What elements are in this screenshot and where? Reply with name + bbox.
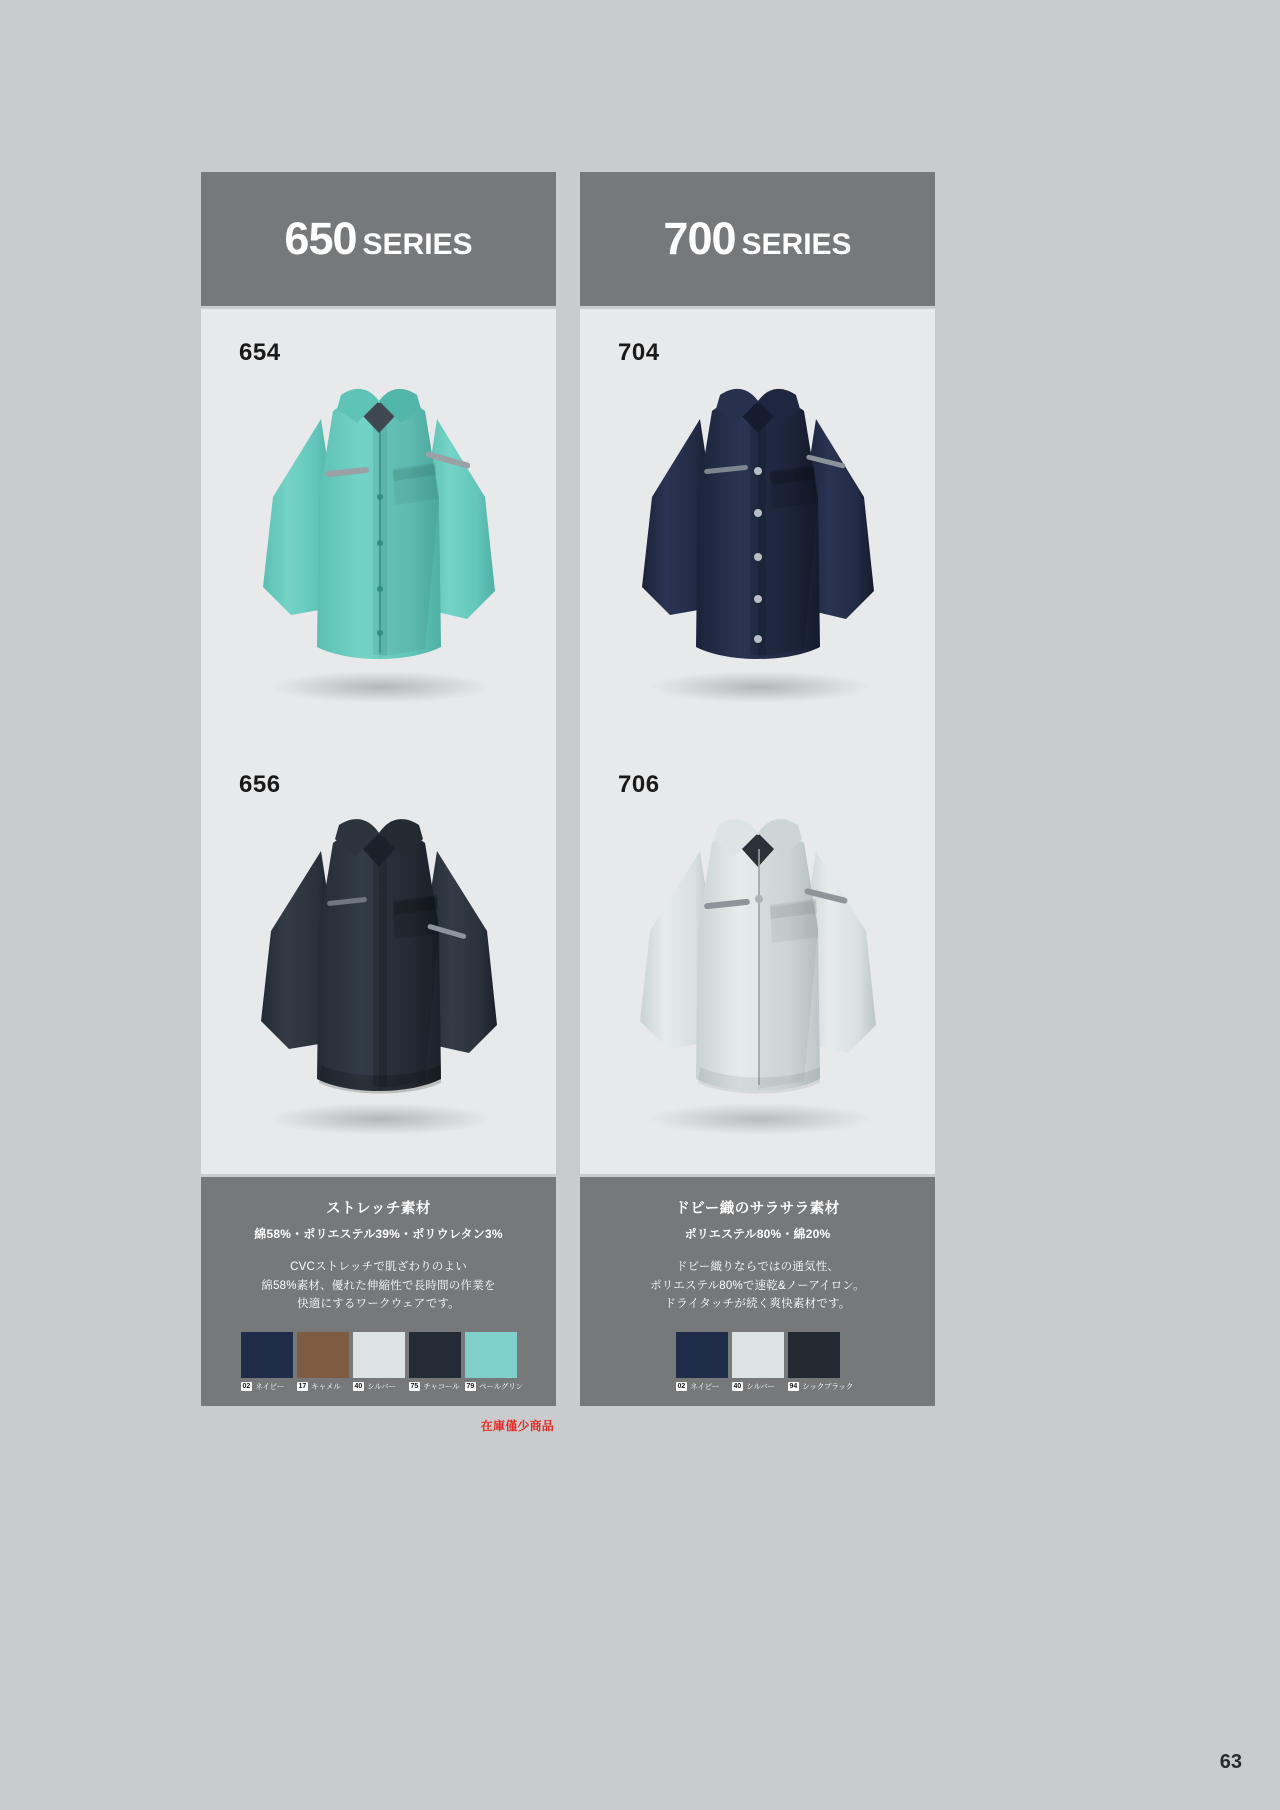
material-description	[219, 1258, 538, 1314]
material-composition: ポリエステル80%・綿20%	[684, 1227, 831, 1241]
color-swatch[interactable]	[241, 1332, 293, 1392]
shirt-illustration	[229, 347, 529, 717]
series-word: SERIES	[362, 228, 473, 261]
product-code: 656	[239, 771, 281, 798]
color-swatch[interactable]	[788, 1332, 854, 1392]
swatch-code: 40	[733, 1382, 742, 1390]
product-image-656	[201, 769, 556, 1159]
material-title: ドビー織のサラサラ素材	[675, 1201, 840, 1217]
swatch-chip	[353, 1332, 405, 1378]
stock-note: 在庫僅少商品	[480, 1418, 554, 1433]
series-column-650	[201, 172, 556, 1433]
color-swatches-700	[598, 1332, 917, 1392]
swatch-name: ネイビー	[255, 1381, 285, 1391]
material-composition: 綿58%・ポリエステル39%・ポリウレタン3%	[254, 1227, 503, 1241]
description-line: ドビー織りならではの通気性、	[675, 1261, 840, 1273]
product-706[interactable]	[580, 741, 935, 1173]
swatch-name: シルバー	[367, 1381, 396, 1391]
swatch-label	[676, 1381, 728, 1392]
description-line: 快適にするワークウェアです。	[297, 1298, 460, 1311]
series-number: 650	[284, 213, 357, 264]
series-header-650	[201, 172, 556, 306]
swatch-chip	[409, 1332, 461, 1378]
swatch-code: 02	[677, 1382, 686, 1390]
product-gallery-700	[580, 309, 935, 1174]
product-code: 704	[618, 339, 660, 366]
swatch-chip	[241, 1332, 293, 1378]
description-line: CVCストレッチで肌ざわりのよい	[290, 1261, 467, 1273]
series-title-650	[284, 213, 472, 265]
swatch-chip	[676, 1332, 728, 1378]
swatch-chip	[465, 1332, 517, 1378]
series-title-700	[663, 213, 851, 265]
swatch-label	[241, 1381, 293, 1392]
swatch-label	[409, 1381, 461, 1392]
product-image-706	[580, 769, 935, 1159]
swatch-code: 94	[789, 1382, 798, 1390]
swatch-chip	[732, 1332, 784, 1378]
swatch-code: 40	[354, 1382, 363, 1390]
swatch-name: ネイビー	[690, 1381, 720, 1391]
info-panel-700	[580, 1177, 935, 1406]
swatch-chip	[297, 1332, 349, 1378]
page-number: 63	[1219, 1751, 1242, 1773]
series-column-700	[580, 172, 935, 1406]
swatch-chip	[788, 1332, 840, 1378]
color-swatch[interactable]	[353, 1332, 405, 1392]
product-code: 654	[239, 339, 281, 366]
swatch-code: 02	[242, 1382, 251, 1390]
jacket-illustration	[229, 779, 529, 1149]
swatch-name: ペールグリン	[479, 1381, 523, 1391]
product-704[interactable]	[580, 309, 935, 741]
color-swatch[interactable]	[409, 1332, 461, 1392]
product-gallery-650	[201, 309, 556, 1174]
swatch-label	[353, 1381, 405, 1392]
series-header-700	[580, 172, 935, 306]
description-line: 綿58%素材、優れた伸縮性で長時間の作業を	[261, 1279, 496, 1292]
material-title: ストレッチ素材	[326, 1201, 431, 1217]
swatch-name: キャメル	[311, 1381, 341, 1391]
info-panel-650	[201, 1177, 556, 1433]
product-656[interactable]	[201, 741, 556, 1173]
color-swatches-650	[219, 1332, 538, 1392]
description-line: ドライタッチが続く爽快素材です。	[664, 1298, 851, 1311]
swatch-name: シルバー	[746, 1381, 775, 1391]
series-number: 700	[663, 213, 736, 264]
swatch-label	[465, 1381, 523, 1392]
jacket-illustration	[608, 779, 908, 1149]
swatch-code: 17	[298, 1382, 307, 1390]
product-image-654	[201, 337, 556, 727]
swatch-code: 79	[466, 1382, 475, 1390]
swatch-label	[297, 1381, 349, 1392]
series-word: SERIES	[741, 228, 852, 261]
color-swatch[interactable]	[732, 1332, 784, 1392]
shirt-illustration	[608, 347, 908, 717]
swatch-name: シックブラック	[802, 1381, 854, 1391]
swatch-name: チャコール	[423, 1381, 460, 1391]
swatch-label	[732, 1381, 784, 1392]
material-description	[598, 1258, 917, 1314]
color-swatch[interactable]	[297, 1332, 349, 1392]
description-line: ポリエステル80%で速乾&ノーアイロン。	[650, 1279, 865, 1292]
product-654[interactable]	[201, 309, 556, 741]
color-swatch[interactable]	[676, 1332, 728, 1392]
color-swatch[interactable]	[465, 1332, 523, 1392]
swatch-code: 75	[410, 1382, 419, 1390]
swatch-label	[788, 1381, 854, 1392]
product-image-704	[580, 337, 935, 727]
product-code: 706	[618, 771, 660, 798]
